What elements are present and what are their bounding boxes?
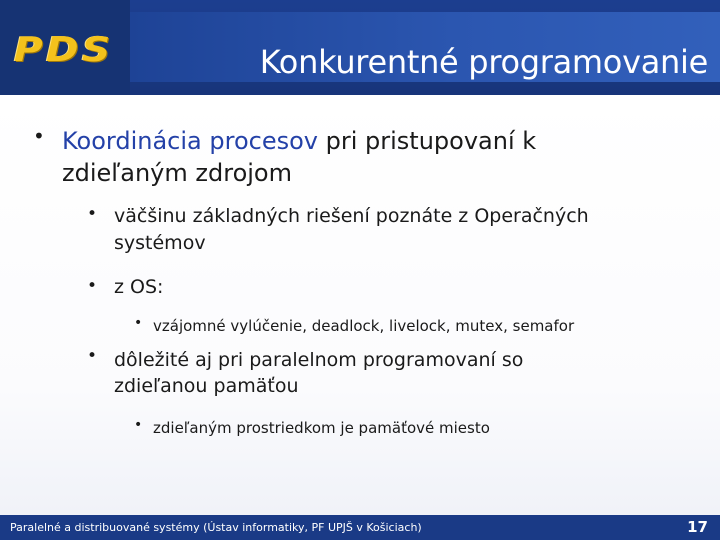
- page-number: 17: [687, 518, 708, 536]
- footer-text: Paralelné a distribuované systémy (Ústav informatiky, PF UPJŠ v Košiciach): [10, 521, 422, 534]
- highlight-text: Koordinácia procesov: [62, 127, 318, 155]
- pds-logo: PDS: [14, 30, 114, 70]
- bullet-dot-icon: •: [134, 417, 143, 433]
- bullet-dot-icon: •: [33, 124, 45, 148]
- bullet-dot-icon: •: [87, 204, 98, 224]
- slide-footer: [0, 515, 720, 540]
- subbullet-shared-memory-line2: zdieľanou pamäťou: [114, 375, 299, 397]
- subbullet-os-solutions-line2: systémov: [114, 232, 206, 254]
- subsubbullet-memory-location: zdieľaným prostriedkom je pamäťové miesto: [153, 419, 490, 437]
- slide-content: [0, 95, 720, 515]
- bullet-text: pri pristupovaní k: [317, 127, 537, 155]
- subbullet-os-solutions: väčšinu základných riešení poznáte z Operačných: [114, 205, 589, 227]
- logo-panel: [0, 0, 130, 95]
- title-band: [130, 12, 720, 82]
- bullet-dot-icon: •: [87, 346, 98, 366]
- bullet-dot-icon: •: [134, 315, 143, 331]
- slide-header: [0, 0, 720, 95]
- subbullet-shared-memory: dôležité aj pri paralelnom programovaní so: [114, 349, 524, 371]
- bullet-coordination-line2: zdieľaným zdrojom: [62, 159, 292, 187]
- subsubbullet-concepts: vzájomné vylúčenie, deadlock, livelock, mutex, semafor: [153, 317, 575, 335]
- bullet-coordination: [62, 126, 536, 156]
- subbullet-from-os: z OS:: [114, 276, 164, 298]
- bullet-dot-icon: •: [87, 276, 98, 296]
- slide-title: Konkurentné programovanie: [259, 43, 708, 81]
